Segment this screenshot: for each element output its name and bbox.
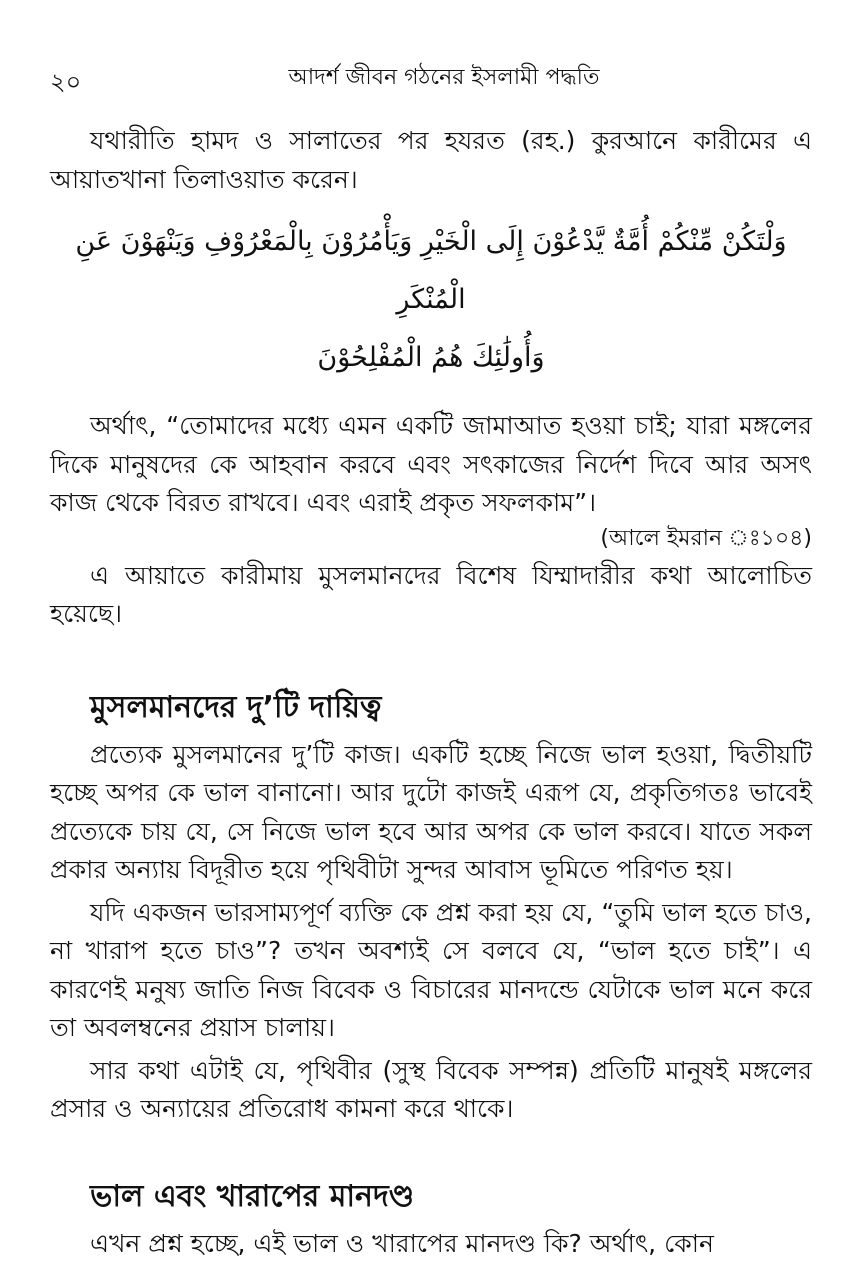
- translation-paragraph: অর্থাৎ, “তোমাদের মধ্যে এমন একটি জামাআত হওয়া চাই; যারা মঙ্গলের দিকে মানুষদের কে আহবান করবে এবং সৎকাজের নির্দেশ দিবে আর অসৎ কাজ থেকে বিরত রাখবে। এবং এরাই প্রকৃত সফলকাম”।: [50, 407, 812, 523]
- duties-paragraph-3: সার কথা এটাই যে, পৃথিবীর (সুস্থ বিবেক সম্পন্ন) প্রতিটি মানুষই মঙ্গলের প্রসার ও অন্যায়ের প্রতিরোধ কামনা করে থাকে।: [50, 1052, 812, 1129]
- arabic-verse-line-2: وَأُولَٰئِكَ هُمُ الْمُفْلِحُوْنَ: [60, 329, 802, 387]
- page-header: [50, 58, 808, 98]
- arabic-verse-line-1: وَلْتَكُنْ مِّنْكُمْ أُمَّةٌ يَّدْعُوْنَ إِلَى الْخَيْرِ وَيَأْمُرُوْنَ بِالْمَعْرُوْفِ وَيَنْهَوْنَ عَنِ الْمُنْكَرِ: [60, 213, 802, 329]
- section-heading-standard: ভাল এবং খারাপের মানদণ্ড: [90, 1175, 812, 1219]
- intro-paragraph: যথারীতি হামদ ও সালাতের পর হযরত (রহ.) কুরআনে কারীমের এ আয়াতখানা তিলাওয়াত করেন।: [50, 122, 812, 199]
- arabic-verse: [60, 213, 802, 387]
- commentary-paragraph: এ আয়াতে কারীমায় মুসলমানদের বিশেষ যিম্মাদারীর কথা আলোচিত হয়েছে।: [50, 557, 812, 634]
- page-number: ২০: [50, 64, 81, 104]
- section-heading-duties: মুসলমানদের দু’টি দায়িত্ব: [90, 686, 812, 730]
- running-title: আদর্শ জীবন গঠনের ইসলামী পদ্ধতি: [50, 60, 808, 97]
- standard-paragraph: এখন প্রশ্ন হচ্ছে, এই ভাল ও খারাপের মানদণ্ড কি? অর্থাৎ, কোন: [50, 1225, 812, 1263]
- duties-paragraph-1: প্রত্যেক মুসলমানের দু’টি কাজ। একটি হচ্ছে নিজে ভাল হওয়া, দ্বিতীয়টি হচ্ছে অপর কে ভাল বানানো। আর দুটো কাজই এরূপ যে, প্রকৃতিগতঃ ভাবেই প্রত্যেকে চায় যে, সে নিজে ভাল হবে আর অপর কে ভাল করবে। যাতে সকল প্রকার অন্যায় বিদূরীত হয়ে পৃথিবীটা সুন্দর আবাস ভূমিতে পরিণত হয়।: [50, 736, 812, 890]
- duties-paragraph-2: যদি একজন ভারসাম্যপূর্ণ ব্যক্তি কে প্রশ্ন করা হয় যে, “তুমি ভাল হতে চাও, না খারাপ হতে চাও”? তখন অবশ্যই সে বলবে যে, “ভাল হতে চাই”। এ কারণেই মনুষ্য জাতি নিজ বিবেক ও বিচারের মানদন্ডে যেটাকে ভাল মনে করে তা অবলম্বনের প্রয়াস চালায়।: [50, 894, 812, 1048]
- verse-citation: (আলে ইমরান ঃ১০৪): [50, 521, 812, 557]
- page-body: [50, 122, 812, 1263]
